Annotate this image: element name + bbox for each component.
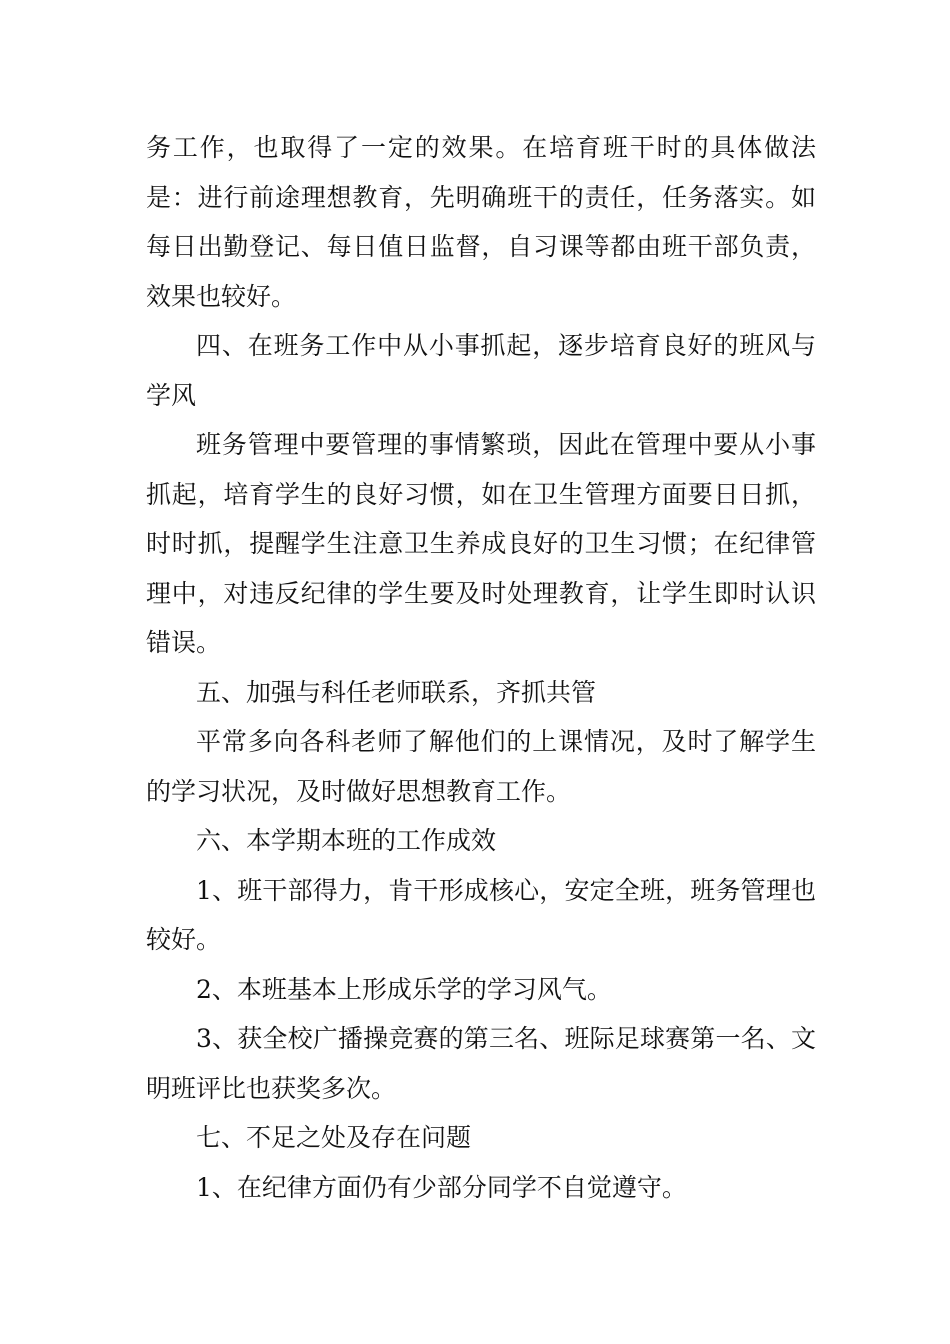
document-body bbox=[146, 123, 816, 1212]
section-heading-6: 六、本学期本班的工作成效 bbox=[196, 826, 497, 855]
list-item-issue-1: 1、在纪律方面仍有少部分同学不自觉遵守。 bbox=[196, 1172, 687, 1202]
section-heading-5: 五、加强与科任老师联系，齐抓共管 bbox=[196, 677, 597, 707]
section-heading-4: 四、在班务工作中从小事抓起，逐步培育良好的班风与学风 bbox=[146, 331, 816, 410]
paragraph-section-5-body: 平常多向各科老师了解他们的上课情况，及时了解学生的学习状况，及时做好思想教育工作。 bbox=[146, 727, 816, 806]
list-item-result-3: 3、获全校广播操竞赛的第三名、班际足球赛第一名、文明班评比也获奖多次。 bbox=[146, 1024, 816, 1103]
paragraph-continuation: 务工作，也取得了一定的效果。在培育班干时的具体做法是：进行前途理想教育，先明确班干的责任，任务落实。如每日出勤登记、每日值日监督，自习课等都由班干部负责，效果也较好。 bbox=[146, 133, 816, 311]
list-item-result-2: 2、本班基本上形成乐学的学习风气。 bbox=[196, 974, 612, 1004]
list-item-result-1: 1、班干部得力，肯干形成核心，安定全班，班务管理也较好。 bbox=[146, 875, 816, 954]
section-heading-7: 七、不足之处及存在问题 bbox=[196, 1123, 472, 1152]
paragraph-section-4-body: 班务管理中要管理的事情繁琐，因此在管理中要从小事抓起，培育学生的良好习惯，如在卫生管理方面要日日抓，时时抓，提醒学生注意卫生养成良好的卫生习惯；在纪律管理中，对违反纪律的学生要及时处理教育，让学生即时认识错误。 bbox=[146, 430, 816, 657]
